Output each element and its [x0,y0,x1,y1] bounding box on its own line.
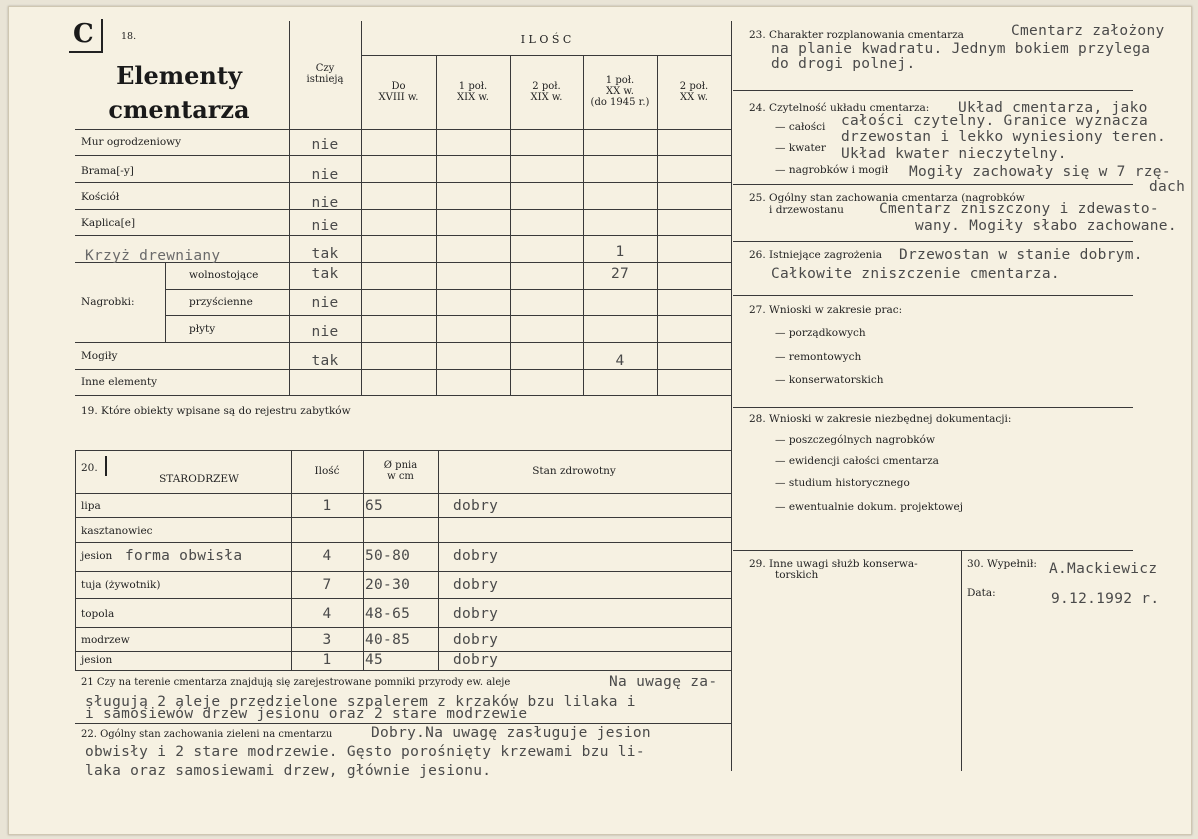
element-kosciol-label: Kościół [81,191,120,203]
section-letter: C [73,19,94,49]
s30-date-label: Data: [967,587,996,599]
tree-name: kasztanowiec [81,525,153,537]
s28-item-nagrobkow: — poszczególnych nagrobków [775,434,935,446]
s22-line3: laka oraz samosiewami drzew, głównie jesionu. [85,763,492,779]
s26-line1: Drzewostan w stanie dobrym. [899,247,1143,263]
s21-line1: Na uwagę za- [609,674,718,690]
s24-line5: Mogiły zachowały się w 7 rzę- [909,164,1171,180]
element-brama-exists: nie [311,167,339,183]
s24-sub-kwater: — kwater [775,142,826,154]
s23-line3: do drogi polnej. [771,56,916,72]
s30-label: 30. Wypełnił: [967,558,1037,570]
tree-state: dobry [453,632,499,648]
s19-label: 19. Które obiekty wpisane są do rejestru zabytków [81,405,351,417]
element-mogily-qty: 4 [615,353,625,369]
s24-line1: Układ cmentarza, jako [958,100,1148,116]
element-mur-label: Mur ogrodzeniowy [81,136,182,148]
s20-col-count: Ilość [314,465,340,477]
title-line2: cmentarza [108,95,250,124]
s28-item-ewidencji: — ewidencji całości cmentarza [775,455,939,467]
s21-line3: i samosiewów drzew jesionu oraz 2 stare modrzewie [85,706,528,722]
s27-item-remontowych: — remontowych [775,351,862,363]
period-col-4: 1 poł. XX w. (do 1945 r.) [590,75,650,108]
s27-item-porzadkowych: — porządkowych [775,327,866,339]
element-plyty-exists: nie [311,324,339,340]
tree-diam: 48-65 [365,606,411,622]
element-przyscienne-exists: nie [311,295,339,311]
tree-state: dobry [453,577,499,593]
tree-diam: 40-85 [365,632,411,648]
title-line1: Elementy [116,61,242,90]
tree-name: jesion [81,654,113,666]
s20-col-state: Stan zdrowotny [532,465,616,477]
element-wolnostojace-label: wolnostojące [189,269,259,281]
period-col-5: 2 poł. XX w. [679,81,709,103]
s24-line4: Układ kwater nieczytelny. [841,146,1067,162]
s25-label-line1: 25. Ogólny stan zachowania cmentarza (nagrobków [749,192,1025,204]
period-col-2: 1 poł. XIX w. [457,81,489,103]
s28-item-dokumentacji: — ewentualnie dokum. projektowej [775,501,963,513]
s24-label: 24. Czytelność układu cmentarza: [749,102,930,114]
tree-diam: 45 [365,652,384,668]
tree-count: 7 [322,577,332,593]
tree-name: modrzew [81,634,130,646]
element-mogily-exists: tak [311,353,339,369]
record-card [8,6,1192,835]
s20-number: 20. [81,462,98,474]
col-exists-header: Czy istnieją [306,63,344,85]
s21-line2: sługują 2 aleje przedzielone szpalerem z krzaków bzu lilaka i [85,694,636,710]
tree-count: 1 [322,498,332,514]
s23-line2: na planie kwadratu. Jednym bokiem przylega [771,41,1151,57]
element-wolnostojace-qty: 27 [610,266,630,282]
s20-col-diam: Ø pnia w cm [383,460,418,482]
s24-line6: dach [1149,179,1186,195]
s21-label: 21 Czy na terenie cmentarza znajdują się zarejestrowane pomniki przyrody ew. aleje [81,677,511,688]
tree-count: 4 [322,606,332,622]
s30-author: A.Mackiewicz [1049,561,1158,577]
tree-diam: 65 [365,498,384,514]
s22-label: 22. Ogólny stan zachowania zieleni na cmentarzu [81,729,333,740]
element-wolnostojace-exists: tak [311,266,339,282]
tree-state: dobry [453,548,499,564]
s27-label: 27. Wnioski w zakresie prac: [749,304,903,316]
s28-item-studium: — studium historycznego [775,477,910,489]
s29-label-line1: 29. Inne uwagi służb konserwa- [749,558,918,570]
element-krzyz-label: Krzyż drewniany [85,248,221,264]
tree-extra: forma obwisła [125,548,243,564]
s26-label: 26. Istniejące zagrożenia [749,249,883,261]
element-kaplica-label: Kaplica[e] [81,217,136,229]
element-krzyz-qty: 1 [615,244,625,260]
s24-line3: drzewostan i lekko wyniesiony teren. [841,129,1167,145]
s20-col-name: STARODRZEW [159,473,239,485]
element-kaplica-exists: nie [311,218,339,234]
tree-state: dobry [453,606,499,622]
element-krzyz-exists: tak [311,246,339,262]
s30-date: 9.12.1992 r. [1051,591,1160,607]
s29-label-line2: torskich [775,569,819,581]
element-inne-label: Inne elementy [81,376,158,388]
s25-line1: Cmentarz zniszczony i zdewasto- [879,201,1159,217]
s22-line1: Dobry.Na uwagę zasługuje jesion [371,725,651,741]
element-brama-label: Brama[-y] [81,165,134,177]
s24-line2: całości czytelny. Granice wyznacza [841,113,1149,129]
tree-count: 4 [322,548,332,564]
quantity-header: I L O Ś C [520,33,572,46]
s24-sub-calosci: — całości [775,121,826,133]
nagrobki-label: Nagrobki: [81,296,135,308]
s27-item-konserwatorskich: — konserwatorskich [775,374,884,386]
tree-state: dobry [453,498,499,514]
s24-sub-nagrobkow: — nagrobków i mogił [775,164,889,176]
element-przyscienne-label: przyścienne [189,296,253,308]
tree-count: 3 [322,632,332,648]
tree-diam: 50-80 [365,548,411,564]
element-kosciol-exists: nie [311,195,339,211]
tree-count: 1 [322,652,332,668]
tree-state: dobry [453,652,499,668]
s26-line2: Całkowite zniszczenie cmentarza. [771,266,1060,282]
s28-label: 28. Wnioski w zakresie niezbędnej dokumentacji: [749,413,1012,425]
tree-name: lipa [81,500,101,512]
tree-name: topola [81,608,115,620]
tree-name: tuja (żywotnik) [81,579,161,591]
s25-label-line2: i drzewostanu [769,204,844,216]
element-mogily-label: Mogiły [81,350,118,362]
element-plyty-label: płyty [189,323,216,335]
s23-label: 23. Charakter rozplanowania cmentarza [749,29,964,41]
tree-diam: 20-30 [365,577,411,593]
element-mur-exists: nie [311,137,339,153]
s22-line2: obwisły i 2 stare modrzewie. Gęsto porośnięty krzewami bzu li- [85,744,645,760]
tree-name: jesion [81,550,113,562]
period-col-3: 2 poł. XIX w. [530,81,563,103]
section-number: 18. [121,31,137,42]
s25-line2: wany. Mogiły słabo zachowane. [915,218,1177,234]
s23-line1: Cmentarz założony [1011,23,1165,39]
period-col-1: Do XVIII w. [378,81,419,103]
